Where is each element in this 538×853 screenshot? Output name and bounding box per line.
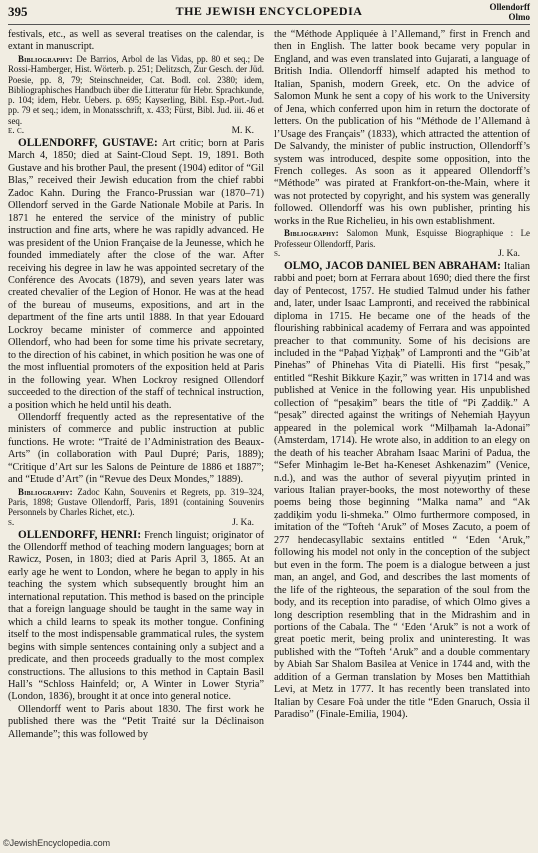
journal-title: THE JEWISH ENCYCLOPEDIA [175,4,363,18]
right-column [274,29,530,722]
continued-paragraph: the “Méthode Appliquée à l’Allemand,” first in French and then in English. The latter book became very popular in England, and was even translated into Gujarati, a language of British India. Ollendorff himself adapted his method to Italian, Spanish, modern Greek, etc. On the advice of Salomon Munk he sent a copy of his work to the University of Jena, which conferred upon him in return the doctorate of letters. On the publication of his “Méthode de l’Allemand à l’Usage des Français” (1833), which attracted the attention of De Salvandy, the minister of public instruction, Ollendorff’s system was introduced, despite some opposition, into the French colleges. As soon as it appeared Ollendorff’s “Méthode” was pirated at Frankfort-on-the-Main, where it was not protected by copyright, and his system was generally followed. Ollendorff was his own publisher, printing his works in the Rue Richelieu, in his own establishment. [274,29,530,227]
bibliography [274,228,530,249]
guide-word-bottom: Olmo [508,12,530,22]
signature-code: s. [274,248,281,259]
signature-author: J. Ka. [498,248,520,259]
entry-heading: OLLENDORFF, GUSTAVE: [18,136,158,149]
entry-ollendorff-henri [8,529,264,704]
guide-word-top: Ollendorff [489,2,530,12]
left-column [8,29,264,741]
signature [274,249,530,260]
signature-code: s. [8,517,15,528]
bibliography-label: Bibliography: [284,228,339,239]
page-number: 395 [8,4,28,19]
entry-heading: OLLENDORFF, HENRI: [18,528,142,541]
entry-text: Italian rabbi and poet; born at Ferrara about 1690; died there the first day of Pentecost, 1757. He studied Talmud under his father and, later, under Isaac Lampronti, and received the rabbinical diploma in 1715. He became one of the heads of the flourishing rabbinical academy of Ferrara and was appointed preacher to that community. Some of his decisions are included in the “Paḥad Yiẓḥaḳ” of Lampronti and the “Gib’at Pinehas” of Phinehas Vita di Piatelli. His first “pesaḳ,” entitled “Reshit Bikkure Ḳaẓir,” was written in 1714 and was published at Venice in the following year. His unpublished collection of “pesaḳim” bears the title of “Pi Ẓaddiḳ.” A “pesaḳ” directed against the writings of Nehemiah Ḥayyun appeared in the polemical work “Milḥamah la-Adonai” (Amsterdam, 1714). He wrote also, in addition to an elegy on the death of his teacher Abraham Isaac Marini of Padua, the “Sefer Minhagim le-Bet ha-Keneset Ashkenazim” (Venice, n.d.), and was the author of several piyyuṭim printed in various Italian prayer-books, the most noteworthy of these poems being those beginning “Malka nama” and “Ak ẓaddiḳim yodu li-shmeka.” Olmo furthermore composed, in imitation of the “Tofteh ‘Aruk” of Moses Zacuto, a poem of 277 hendecasyllabic sextains entitled “ ‘Eden ‘Aruk,” following his model not only in the conception of the subject but even in the form. The poem is a dialogue between a just man, an angel, and God, and describes the last moments of the life of the righteous, the separation of the soul from the body, and its reception into paradise, of which Olmo gives a long description resembling that in the Midrashim and in portions of the Cabala. The “ ‘Eden ‘Aruk” is not a work of great poetic merit, being prolix and uninteresting. It was published with the “Tofteh ‘Aruk” and a double commentary by Abiah Sar Shalom Basilea at Venice in 1744 and, with the addition of a German translation by Moses ben Mattithiah Levi, at Metz in 1777. It has recently been translated into Italian by Cesare Foà under the title “Eden Gnaruch, Ossia il Paradiso” (Finale-Emilia, 1904). [274,260,530,721]
entry-olmo-jacob [274,260,530,722]
entry-text: Art critic; born at Paris March 4, 1850; died at Saint-Cloud Sept. 19, 1891. Both Gustave and his brother Paul, the present (1904) editor of “Gil Blas,” received their Jewish education from the chief rabbi Zadoc Kahn. During the Franco-Prussian war (1870–71) Ollendorf served in the Garde Nationale Mobile at Paris. In 1871 he entered the service of the ministry of public instruction and fine arts, where he was rapidly advanced. He was president of the Union Française de la Jeunesse, which he founded immediately after the close of the war. After receiving his degree in law he was appointed secretary of the Conférence des Avocats (1879), and seven years later was created chevalier of the Legion of Honor. He was at the head of the bureau of museums, expositions, and art in the department of the fine arts until 1888. In that year Edouard Lockroy became minister of commerce and appointed Ollendorf, who had been for some time his private secretary, to the direction of his cabinet, in which position he was one of the most influential promoters of the exposition held at Paris in the following year. When Lockroy resigned Ollendorf succeeded to the direction of the staff of technical instruction, a position which he held until his death. [8,137,264,411]
signature [8,518,264,529]
signature [8,126,264,137]
entry-text: French linguist; originator of the Ollendorff method of teaching modern languages; born at Rawicz, Posen, in 1803; died at Paris April 3, 1865. At an early age he went to London, where he began to apply in his teaching the system which subsequently brought him an international reputation. This method is based on the principle that a foreign language should be taught in the same way in which a child learns to speak its mother tongue. Confining itself to the most indispensable grammatical rules, the system begins with simple sentences containing only a subject and a predicate, and then proceeds gradually to the most complex constructions. The allusions to this method in Captain Basil Hall’s “Schloss Hainfeld; or, A Winter in Lower Styria” (London, 1836), brought it at once into general notice. [8,529,265,703]
entry-heading: OLMO, JACOB DANIEL BEN ABRAHAM: [284,259,501,272]
bibliography [8,54,264,126]
copyright-footer: ©JewishEncyclopedia.com [3,838,111,848]
signature-code: e. c. [8,125,25,136]
bibliography-text: De Barrios, Arbol de las Vidas, pp. 80 et seq.; De Rossi-Hamberger, Hist. Wörterb. p. 251; Delitzsch, Zur Gesch. der Jüd. Poesie, pp. 8, 79; Steinschneider, Cat. Bodl. col. 2380; idem, Bibliographisches Handbuch über die Litteratur für Hebr. Sprachkunde, p. 104; idem, Hebr. Uebers. p. 695; Kayserling, Bibl. Esp.-Port.-Jud. pp. 79 et seq.; idem, in Monatsschrift, x. 433; Fürst, Bibl. Jud. iii. 46 et seq. [8,53,264,126]
running-header [8,2,530,25]
bibliography-text: Salomon Munk, Esquisse Biographique : Le Professeur Ollendorff, Paris. [274,228,530,249]
paragraph: Ollendorff frequently acted as the representative of the ministers of commerce and public instruction at public functions. He wrote: “Traité de l’Administration des Beaux-Arts” (in collaboration with Paul Dupré; Paris, 1889); “Critique d’Art sur les Salons de Peinture de 1886 et 1887”; and “Etude d’Art” (in “Revue des Deux Mondes,” 1889). [8,411,264,486]
guide-words [490,2,531,22]
bibliography [8,487,264,518]
continued-paragraph: festivals, etc., as well as several treatises on the calendar, is extant in manuscript. [8,29,264,53]
bibliography-label: Bibliography: [18,53,73,64]
entry-ollendorff-gustave [8,137,264,412]
signature-author: J. Ka. [232,517,254,528]
bibliography-label: Bibliography: [18,486,73,497]
bibliography-text: Zadoc Kahn, Souvenirs et Regrets, pp. 319–324, Paris, 1898; Gustave Ollendorff, Paris, 1891 (containing Souvenirs Personnels by Charles Richet, etc.). [8,486,264,518]
signature-author: M. K. [231,125,254,136]
paragraph: Ollendorff went to Paris about 1830. The first work he published there was the “Petit Traité sur la Déclinaison Allemande”; this was followed by [8,703,264,740]
